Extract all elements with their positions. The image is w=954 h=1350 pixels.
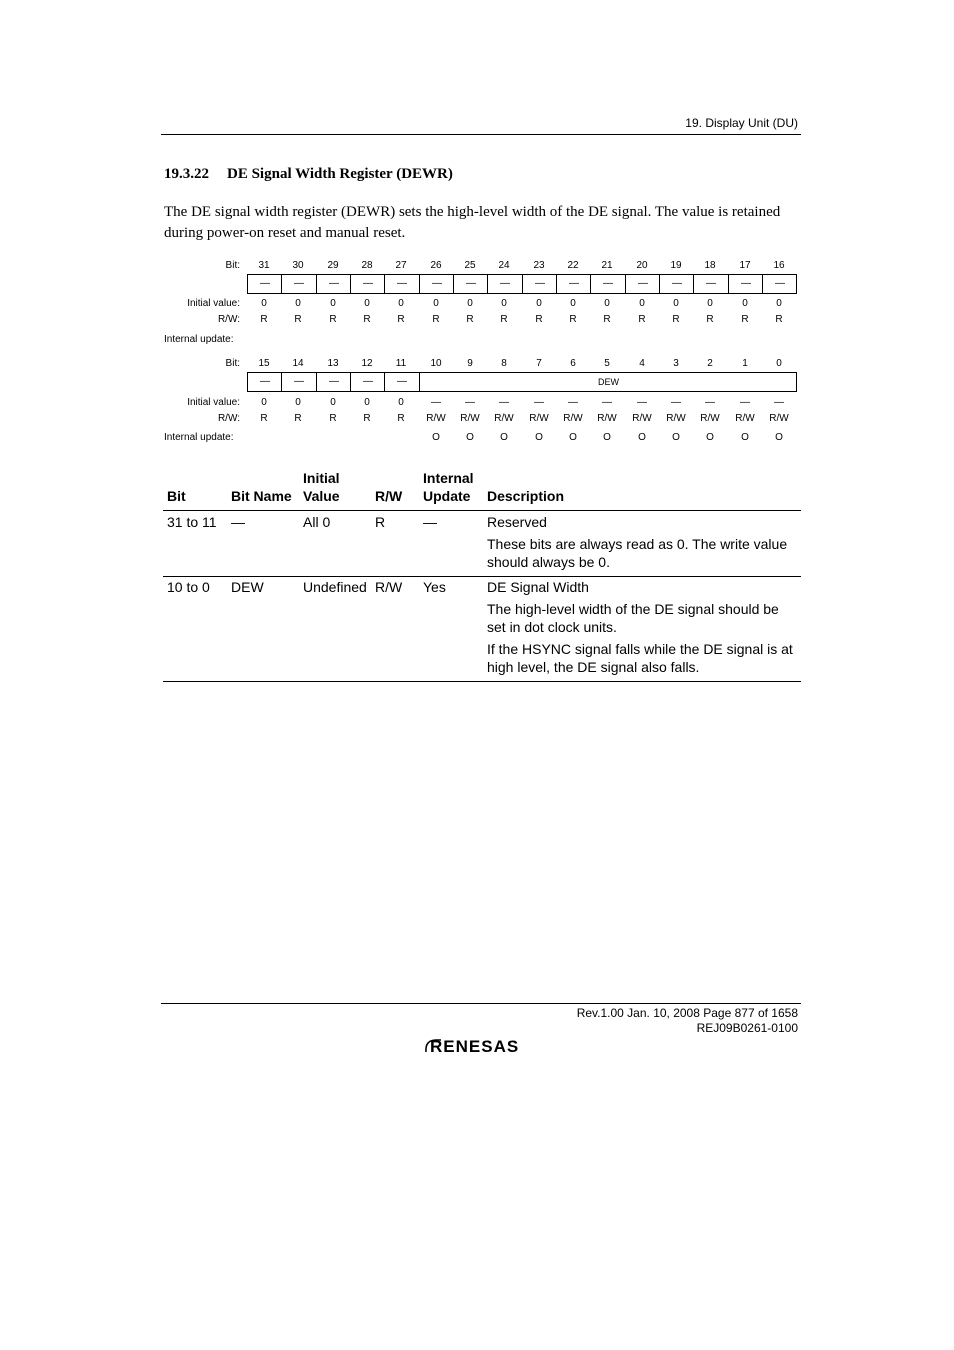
rw-label-upper: R/W: <box>217 314 240 325</box>
bit-name-cell: — <box>397 376 407 387</box>
row1-rw: R <box>375 514 386 530</box>
bit-number: 28 <box>361 260 373 271</box>
bit-number: 30 <box>292 260 304 271</box>
update-value: O <box>569 432 577 443</box>
rw-value: R <box>363 413 371 424</box>
initial-values-upper <box>247 298 797 310</box>
bit-number: 23 <box>533 260 545 271</box>
initial-value: — <box>499 397 509 408</box>
bit-number: 15 <box>258 358 270 369</box>
col-header-description: Description <box>487 488 565 504</box>
bit-name-cell: — <box>706 278 716 289</box>
rw-value: R <box>638 314 646 325</box>
rw-value: R/W <box>597 413 617 424</box>
table-bottom-rule <box>163 681 801 682</box>
bit-number: 3 <box>673 358 679 369</box>
bit-name-cell: — <box>329 376 339 387</box>
bit-name-cell: — <box>638 278 648 289</box>
bit-name-cell: — <box>363 278 373 289</box>
bit-number: 14 <box>292 358 304 369</box>
initial-value: — <box>534 397 544 408</box>
section-title-text: DE Signal Width Register (DEWR) <box>227 166 453 182</box>
initial-value: — <box>705 397 715 408</box>
initial-value: 0 <box>261 298 267 309</box>
bit-name-cell: — <box>569 278 579 289</box>
initial-value-label-lower: Initial value: <box>187 397 240 408</box>
table-header-rule <box>163 510 801 511</box>
col-header-bit-name: Bit Name <box>231 488 292 504</box>
rw-value: R/W <box>529 413 549 424</box>
row1-bit: 31 to 11 <box>167 514 217 530</box>
initial-value: — <box>671 397 681 408</box>
rw-value: R <box>329 413 337 424</box>
bit-number: 12 <box>361 358 373 369</box>
rw-value: R <box>260 314 268 325</box>
bit-number: 24 <box>498 260 510 271</box>
rw-value: R <box>260 413 268 424</box>
header-rule <box>161 134 801 135</box>
rw-value: R/W <box>426 413 446 424</box>
running-header: 19. Display Unit (DU) <box>685 116 798 130</box>
rw-value: R <box>706 314 714 325</box>
svg-text:RENESAS: RENESAS <box>430 1037 520 1056</box>
rw-value: R <box>672 314 680 325</box>
col-header-initial-2: Value <box>303 488 340 504</box>
bit-label-upper: Bit: <box>225 260 240 271</box>
rw-value: R <box>432 314 440 325</box>
bit-name-cell: — <box>260 278 270 289</box>
col-header-bit: Bit <box>167 488 186 504</box>
internal-update-label-lower: Internal update: <box>164 432 234 443</box>
bit-number: 17 <box>739 260 751 271</box>
rw-value: R <box>397 314 405 325</box>
update-value: O <box>466 432 474 443</box>
renesas-logo <box>424 1035 542 1062</box>
rw-value: R <box>603 314 611 325</box>
update-value: O <box>535 432 543 443</box>
bit-number: 22 <box>567 260 579 271</box>
initial-value: 0 <box>467 298 473 309</box>
row1-desc-title: Reserved <box>487 514 547 530</box>
bit-name-cell: — <box>500 278 510 289</box>
rw-value: R/W <box>632 413 652 424</box>
bit-number: 13 <box>327 358 339 369</box>
bit-number: 9 <box>467 358 473 369</box>
bit-name-cell: — <box>363 376 373 387</box>
initial-value: 0 <box>433 298 439 309</box>
row1-desc-text: These bits are always read as 0. The write value should always be 0. <box>487 536 788 570</box>
row2-initial: Undefined <box>303 579 367 595</box>
bit-number: 0 <box>776 358 782 369</box>
rw-value: R/W <box>460 413 480 424</box>
bit-name-cell: — <box>535 278 545 289</box>
section-number: 19.3.22 <box>164 166 209 182</box>
col-header-initial-1: Initial <box>303 470 340 486</box>
bit-number: 18 <box>704 260 716 271</box>
bit-numbers-upper <box>247 260 797 272</box>
initial-value: 0 <box>364 397 370 408</box>
rw-value: R/W <box>735 413 755 424</box>
row2-rw: R/W <box>375 579 403 595</box>
bit-name-box-upper <box>247 274 797 294</box>
initial-value: 0 <box>261 397 267 408</box>
initial-value: 0 <box>570 298 576 309</box>
rw-value: R/W <box>769 413 789 424</box>
bit-number: 25 <box>464 260 476 271</box>
bit-number: 10 <box>430 358 442 369</box>
bit-number: 1 <box>742 358 748 369</box>
initial-value: 0 <box>604 298 610 309</box>
bit-name-cell: — <box>741 278 751 289</box>
initial-value: 0 <box>364 298 370 309</box>
row2-desc-text-2: If the HSYNC signal falls while the DE signal is at high level, the DE signal also falls. <box>487 641 793 675</box>
rw-value: R <box>329 314 337 325</box>
row1-initial: All 0 <box>303 514 331 530</box>
initial-value: — <box>602 397 612 408</box>
internal-update-label-upper: Internal update: <box>164 334 234 345</box>
update-value: O <box>603 432 611 443</box>
bit-name-cell: — <box>294 278 304 289</box>
bit-number: 16 <box>773 260 785 271</box>
col-header-internal-2: Update <box>423 488 471 504</box>
row2-update: Yes <box>423 579 446 595</box>
rw-value: R <box>535 314 543 325</box>
rw-values-upper <box>247 314 797 326</box>
initial-value: 0 <box>501 298 507 309</box>
bit-numbers-lower <box>247 358 797 370</box>
col-header-rw: R/W <box>375 488 403 504</box>
footer-revision: Rev.1.00 Jan. 10, 2008 Page 877 of 1658 <box>576 1006 798 1020</box>
row2-bit-name: DEW <box>231 579 264 595</box>
initial-values-lower <box>247 397 797 409</box>
initial-value: 0 <box>639 298 645 309</box>
initial-value: 0 <box>398 397 404 408</box>
dew-field-name: DEW <box>598 377 619 387</box>
initial-value: — <box>740 397 750 408</box>
row1-bit-name: — <box>231 514 245 530</box>
rw-values-lower <box>247 413 797 425</box>
footer-rule <box>161 1003 801 1004</box>
initial-value: — <box>637 397 647 408</box>
table-row-rule <box>163 576 801 577</box>
initial-value: 0 <box>330 397 336 408</box>
rw-value: R <box>741 314 749 325</box>
update-value: O <box>741 432 749 443</box>
initial-value: 0 <box>398 298 404 309</box>
footer-doc-number: REJ09B0261-0100 <box>696 1021 798 1035</box>
update-value: O <box>672 432 680 443</box>
bit-name-box-lower <box>247 372 797 392</box>
rw-value: R <box>775 314 783 325</box>
bit-number: 7 <box>536 358 542 369</box>
col-header-internal-1: Internal <box>423 470 474 486</box>
update-value: O <box>775 432 783 443</box>
initial-value: — <box>568 397 578 408</box>
section-title <box>164 166 453 183</box>
rw-value: R/W <box>666 413 686 424</box>
internal-update-values-lower <box>247 432 797 444</box>
initial-value: — <box>465 397 475 408</box>
rw-label-lower: R/W: <box>217 413 240 424</box>
bit-number: 26 <box>430 260 442 271</box>
bit-label-lower: Bit: <box>225 358 240 369</box>
bit-name-cell: — <box>603 278 613 289</box>
rw-value: R <box>294 413 302 424</box>
bit-name-cell: — <box>260 376 270 387</box>
initial-value: — <box>774 397 784 408</box>
bit-number: 4 <box>639 358 645 369</box>
bit-number: 31 <box>258 260 270 271</box>
rw-value: R <box>569 314 577 325</box>
rw-value: R/W <box>494 413 514 424</box>
initial-value: 0 <box>330 298 336 309</box>
bit-name-cell: — <box>294 376 304 387</box>
rw-value: R/W <box>563 413 583 424</box>
update-value: O <box>500 432 508 443</box>
bit-number: 11 <box>395 358 407 369</box>
initial-value: — <box>431 397 441 408</box>
bit-name-cell: — <box>775 278 785 289</box>
bit-number: 8 <box>501 358 507 369</box>
bit-number: 2 <box>707 358 713 369</box>
initial-value: 0 <box>536 298 542 309</box>
rw-value: R/W <box>700 413 720 424</box>
rw-value: R <box>466 314 474 325</box>
initial-value: 0 <box>776 298 782 309</box>
initial-value: 0 <box>707 298 713 309</box>
update-value: O <box>638 432 646 443</box>
initial-value: 0 <box>742 298 748 309</box>
bit-number: 21 <box>601 260 613 271</box>
row2-desc-title: DE Signal Width <box>487 579 589 595</box>
row2-desc-text-1: The high-level width of the DE signal should be set in dot clock units. <box>487 601 779 635</box>
bit-name-cell: — <box>397 278 407 289</box>
bit-name-cell: — <box>466 278 476 289</box>
update-value: O <box>706 432 714 443</box>
rw-value: R <box>363 314 371 325</box>
rw-value: R <box>397 413 405 424</box>
update-value: O <box>432 432 440 443</box>
initial-value: 0 <box>295 298 301 309</box>
bit-number: 5 <box>604 358 610 369</box>
bit-name-cell: — <box>672 278 682 289</box>
rw-value: R <box>500 314 508 325</box>
bit-number: 20 <box>636 260 648 271</box>
bit-number: 29 <box>327 260 339 271</box>
bit-number: 27 <box>395 260 407 271</box>
initial-value-label-upper: Initial value: <box>187 298 240 309</box>
bit-name-cell: — <box>432 278 442 289</box>
intro-paragraph: The DE signal width register (DEWR) sets the high-level width of the DE signal. The value is retained during power-on reset and manual reset. <box>164 204 781 241</box>
row1-update: — <box>423 514 437 530</box>
bit-name-cell: — <box>329 278 339 289</box>
bit-number: 6 <box>570 358 576 369</box>
bit-number: 19 <box>670 260 682 271</box>
initial-value: 0 <box>673 298 679 309</box>
row2-bit: 10 to 0 <box>167 579 210 595</box>
initial-value: 0 <box>295 397 301 408</box>
rw-value: R <box>294 314 302 325</box>
